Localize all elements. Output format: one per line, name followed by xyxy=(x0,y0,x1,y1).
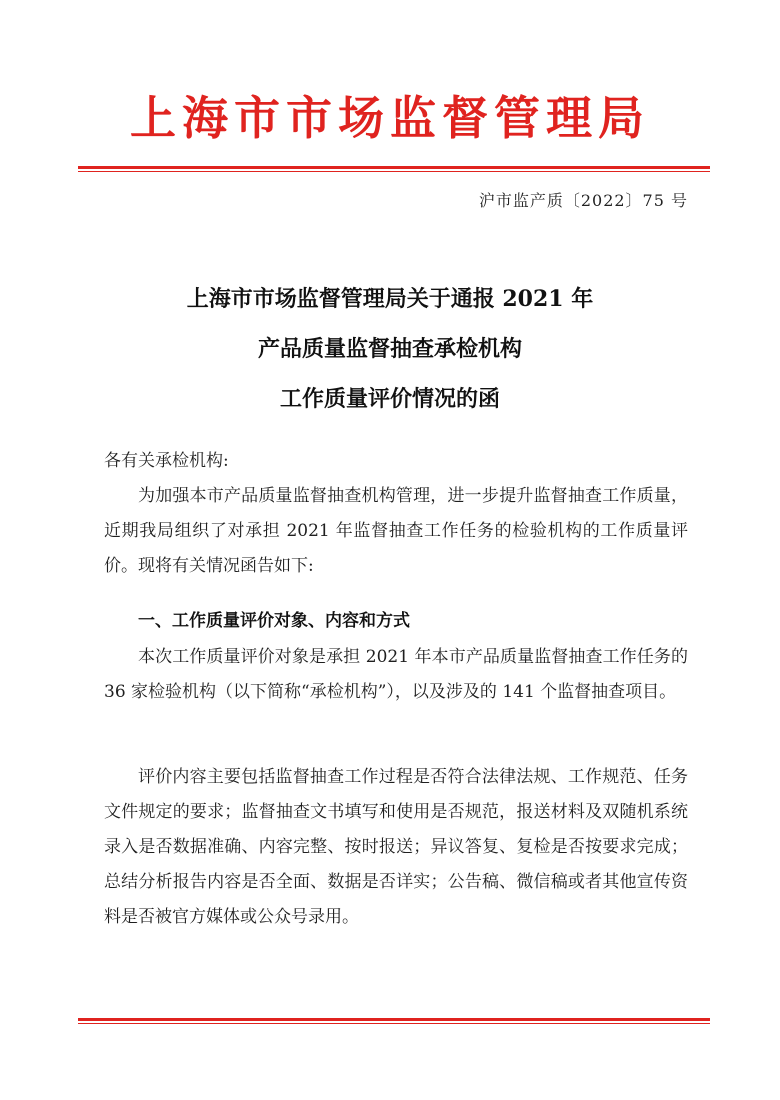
document-title-line-3: 工作质量评价情况的函 xyxy=(279,386,500,412)
footer-rule-thin xyxy=(78,1023,710,1024)
header-rule-thick xyxy=(78,166,710,169)
footer-rule-thick xyxy=(78,1018,710,1021)
document-number: 沪市监产质〔2022〕75 号 xyxy=(478,191,688,210)
section-1-paragraph-2: 评价内容主要包括监督抽查工作过程是否符合法律法规、工作规范、任务文件规定的要求；监督抽查文书填写和使用是否规范，报送材料及双随机系统录入是否数据准确、内容完整、按时报送；异议答复、复检是否按要求完成；总结分析报告内容是否全面、数据是否详实；公告稿、微信稿或者其他宣传资料是否被官方媒体或公众号录用。 xyxy=(104,767,688,927)
document-title-line-1: 上海市市场监督管理局关于通报 2021 年 xyxy=(186,286,594,312)
document-title-line-2: 产品质量监督抽查承检机构 xyxy=(257,336,522,362)
section-1-heading: 一、工作质量评价对象、内容和方式 xyxy=(138,611,410,631)
intro-paragraph: 为加强本市产品质量监督抽查机构管理，进一步提升监督抽查工作质量，近期我局组织了对承担 2021 年监督抽查工作任务的检验机构的工作质量评价。现将有关情况函告如下: xyxy=(104,486,688,576)
agency-header: 上海市市场监督管理局 xyxy=(130,91,650,145)
section-1-paragraph-1: 本次工作质量评价对象是承担 2021 年本市产品质量监督抽查工作任务的 36 家检验机构（以下简称“承检机构”），以及涉及的 141 个监督抽查项目。 xyxy=(104,647,688,702)
salutation: 各有关承检机构: xyxy=(104,451,229,471)
header-rule-thin xyxy=(78,171,710,172)
